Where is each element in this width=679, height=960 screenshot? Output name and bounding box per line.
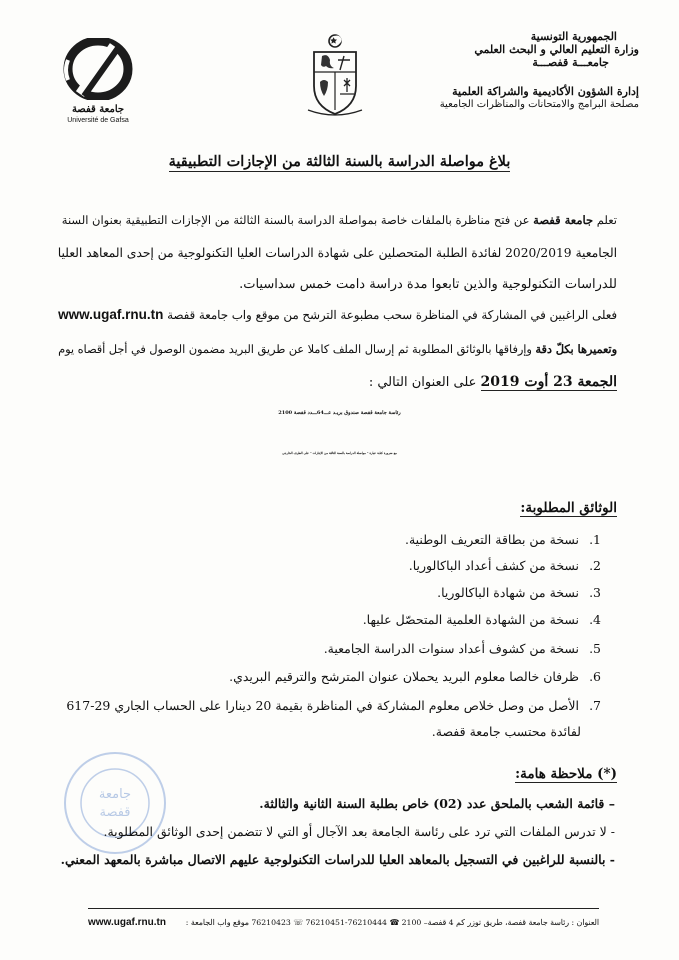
envelope-note: مع ضرورة كتابة عبارة " مواصلة الدراسة بالسنة الثالثة من الإجازات " على الظرف الخارجي xyxy=(282,451,397,455)
header-ministry: وزارة التعليم العالي و البحث العلمي xyxy=(474,43,639,56)
deadline-date: الجمعة 23 أوت 2019 xyxy=(480,374,617,390)
document-item: 2. نسخة من كشف أعداد الباكالوريا. xyxy=(408,558,601,573)
document-item: 3. نسخة من شهادة الباكالوريا. xyxy=(437,585,601,600)
important-note: - لا تدرس الملفات التي ترد على رئاسة الجامعة بعد الآجال أو التي لا تتضمن إحدى الوثائق المطلوبة. xyxy=(103,824,615,839)
document-item: 5. نسخة من كشوف أعداد سنوات الدراسة الجامعية. xyxy=(323,641,601,656)
application-line-3: الجمعة 23 أوت 2019 على العنوان التالي : xyxy=(368,374,617,390)
document-item: 4. نسخة من الشهادة العلمية المتحصّل عليها. xyxy=(362,612,601,627)
document-item-continuation: لفائدة محتسب جامعة قفصة. xyxy=(431,724,581,739)
page-title: بلاغ مواصلة الدراسة بالسنة الثالثة من الإجازات التطبيقية xyxy=(168,153,511,170)
logo-name-fr: Université de Gafsa xyxy=(67,117,129,124)
logo-name-ar: جامعة قفصة xyxy=(71,104,125,115)
footer-divider xyxy=(88,908,599,909)
header-block xyxy=(399,30,639,111)
intro-line-1: تعلم جامعة قفصة عن فتح مناظرة بالملفات خاصة بمواصلة الدراسة بالسنة الثالثة من الإجازات التطبيقية بعنوان السنة xyxy=(61,213,617,227)
application-line-1: فعلى الراغبين في المشاركة في المناظرة سحب مطبوعة الترشح من موقع واب جامعة قفصة www.ugaf.rnu.tn xyxy=(58,307,617,322)
intro-line-2: الجامعية 2020/2019 لفائدة الطلبة المتحصلين على شهادة الدراسات العليا التكنولوجية من إحدى المعاهد العليا xyxy=(57,246,617,260)
important-note: - بالنسبة للراغبين في التسجيل بالمعاهد العليا للدراسات التكنولوجية عليهم الاتصال مباشرة بالمعهد المعني. xyxy=(60,852,615,867)
header-department: إدارة الشؤون الأكاديمية والشراكة العلمية xyxy=(452,85,639,98)
svg-text:قفصة: قفصة xyxy=(99,805,131,820)
stamp-text: جامعة xyxy=(98,787,132,802)
header-university: جامعـــة قفصـــة xyxy=(532,56,609,69)
tunisia-emblem-icon xyxy=(300,30,370,120)
footer-website-link[interactable]: www.ugaf.rnu.tn xyxy=(88,917,166,928)
intro-line-3: للدراسات التكنولوجية والذين تابعوا مدة دراسة دامت خمس سداسيات. xyxy=(239,277,617,292)
document-item: 7. الأصل من وصل خلاص معلوم المشاركة في المناظرة بقيمة 20 دينارا على الحساب الجاري 29-617 xyxy=(66,698,601,713)
important-note: – قائمة الشعب بالملحق عدد (02) خاص بطلبة السنة الثانية والثالثة. xyxy=(259,796,615,811)
document-item: 6. ظرفان خالصا معلوم البريد يحملان عنوان المترشح والترقيم البريدي. xyxy=(229,669,601,684)
documents-heading: الوثائق المطلوبة: xyxy=(520,500,617,516)
header-service: مصلحة البرامج والامتحانات والمناظرات الجامعية xyxy=(439,99,639,110)
website-link[interactable]: www.ugaf.rnu.tn xyxy=(58,307,164,322)
important-heading: (*) ملاحظة هامة: xyxy=(515,766,617,782)
header-republic: الجمهورية التونسية xyxy=(530,30,617,43)
footer-address: العنوان : رئاسة جامعة قفصة، طريق توزر كم 4 قفصة– 2100 ☎ 76210444-76210451 ☏ 76210423 موقع واب الجامعة : xyxy=(185,918,599,927)
postal-address: رئاسة جامعة قفصة صندوق بريـد عـــ64ـــدد قفصة 2100 xyxy=(278,410,401,416)
document-item: 1. نسخة من بطاقة التعريف الوطنية. xyxy=(404,532,601,547)
university-logo xyxy=(62,38,134,126)
application-line-2: وتعميرها بكلّ دقة وإرفاقها بالوثائق المطلوبة ثم إرسال الملف كاملا عن طريق البريد مضمون الوصول في أجل أقصاه يوم xyxy=(58,342,617,356)
university-name-bold: جامعة قفصة xyxy=(533,213,594,227)
university-logo-icon xyxy=(62,38,134,100)
